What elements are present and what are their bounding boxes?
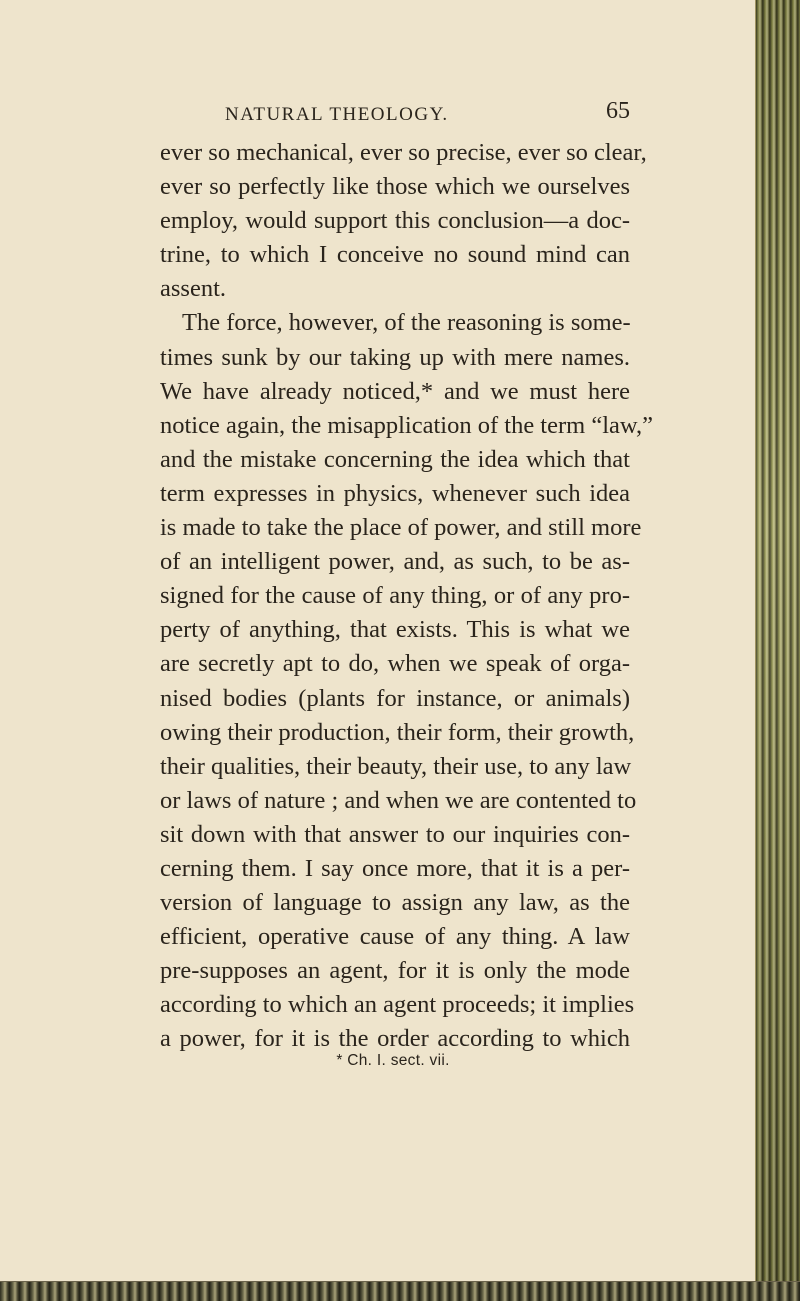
text-line: times sunk by our taking up with mere names. [160,343,630,371]
text-line: a power, for it is the order according to which [160,1025,630,1053]
text-line: employ, would support this conclusion—a doc- [160,207,630,235]
text-line: term expresses in physics, whenever such idea [160,479,630,507]
page-bottom-edge [0,1281,800,1301]
text-line: We have already noticed,* and we must here [160,377,630,405]
running-head [160,98,630,132]
text-line: cerning them. I say once more, that it is a per- [160,854,630,882]
spine-shading [756,0,800,1301]
text-line: sit down with that answer to our inquiries con- [160,820,630,848]
text-line: assent. [160,275,226,303]
running-title: NATURAL THEOLOGY. [225,104,449,125]
text-line: trine, to which I conceive no sound mind can [160,241,630,269]
text-line: efficient, operative cause of any thing. A law [160,923,630,951]
text-line: according to which an agent proceeds; it implies [160,991,635,1019]
text-line: ever so mechanical, ever so precise, ever so clear, [160,139,647,166]
text-line: ever so perfectly like those which we ourselves [160,173,630,201]
text-line: and the mistake concerning the idea which that [160,445,630,473]
text-line: their qualities, their beauty, their use, to any law [160,752,632,780]
body-text [160,136,653,1057]
text-line: notice again, the misapplication of the term “law,” [160,411,653,439]
text-line: perty of anything, that exists. This is what we [160,616,630,644]
text-line: The force, however, of the reasoning is some- [182,309,631,337]
text-line: pre-supposes an agent, for it is only the mode [160,957,630,985]
text-line: owing their production, their form, their growth, [160,718,635,746]
text-line: of an intelligent power, and, as such, to be as- [160,548,630,576]
page-number: 65 [606,98,630,124]
text-line: or laws of nature ; and when we are contented to [160,786,637,814]
text-line: signed for the cause of any thing, or of any pro- [160,582,630,610]
text-line: are secretly apt to do, when we speak of orga- [160,650,630,678]
text-line: is made to take the place of power, and still more [160,514,642,542]
text-line: version of language to assign any law, as the [160,889,630,917]
footnote: * Ch. I. sect. vii. [336,1052,450,1069]
text-line: nised bodies (plants for instance, or animals) [160,684,630,712]
